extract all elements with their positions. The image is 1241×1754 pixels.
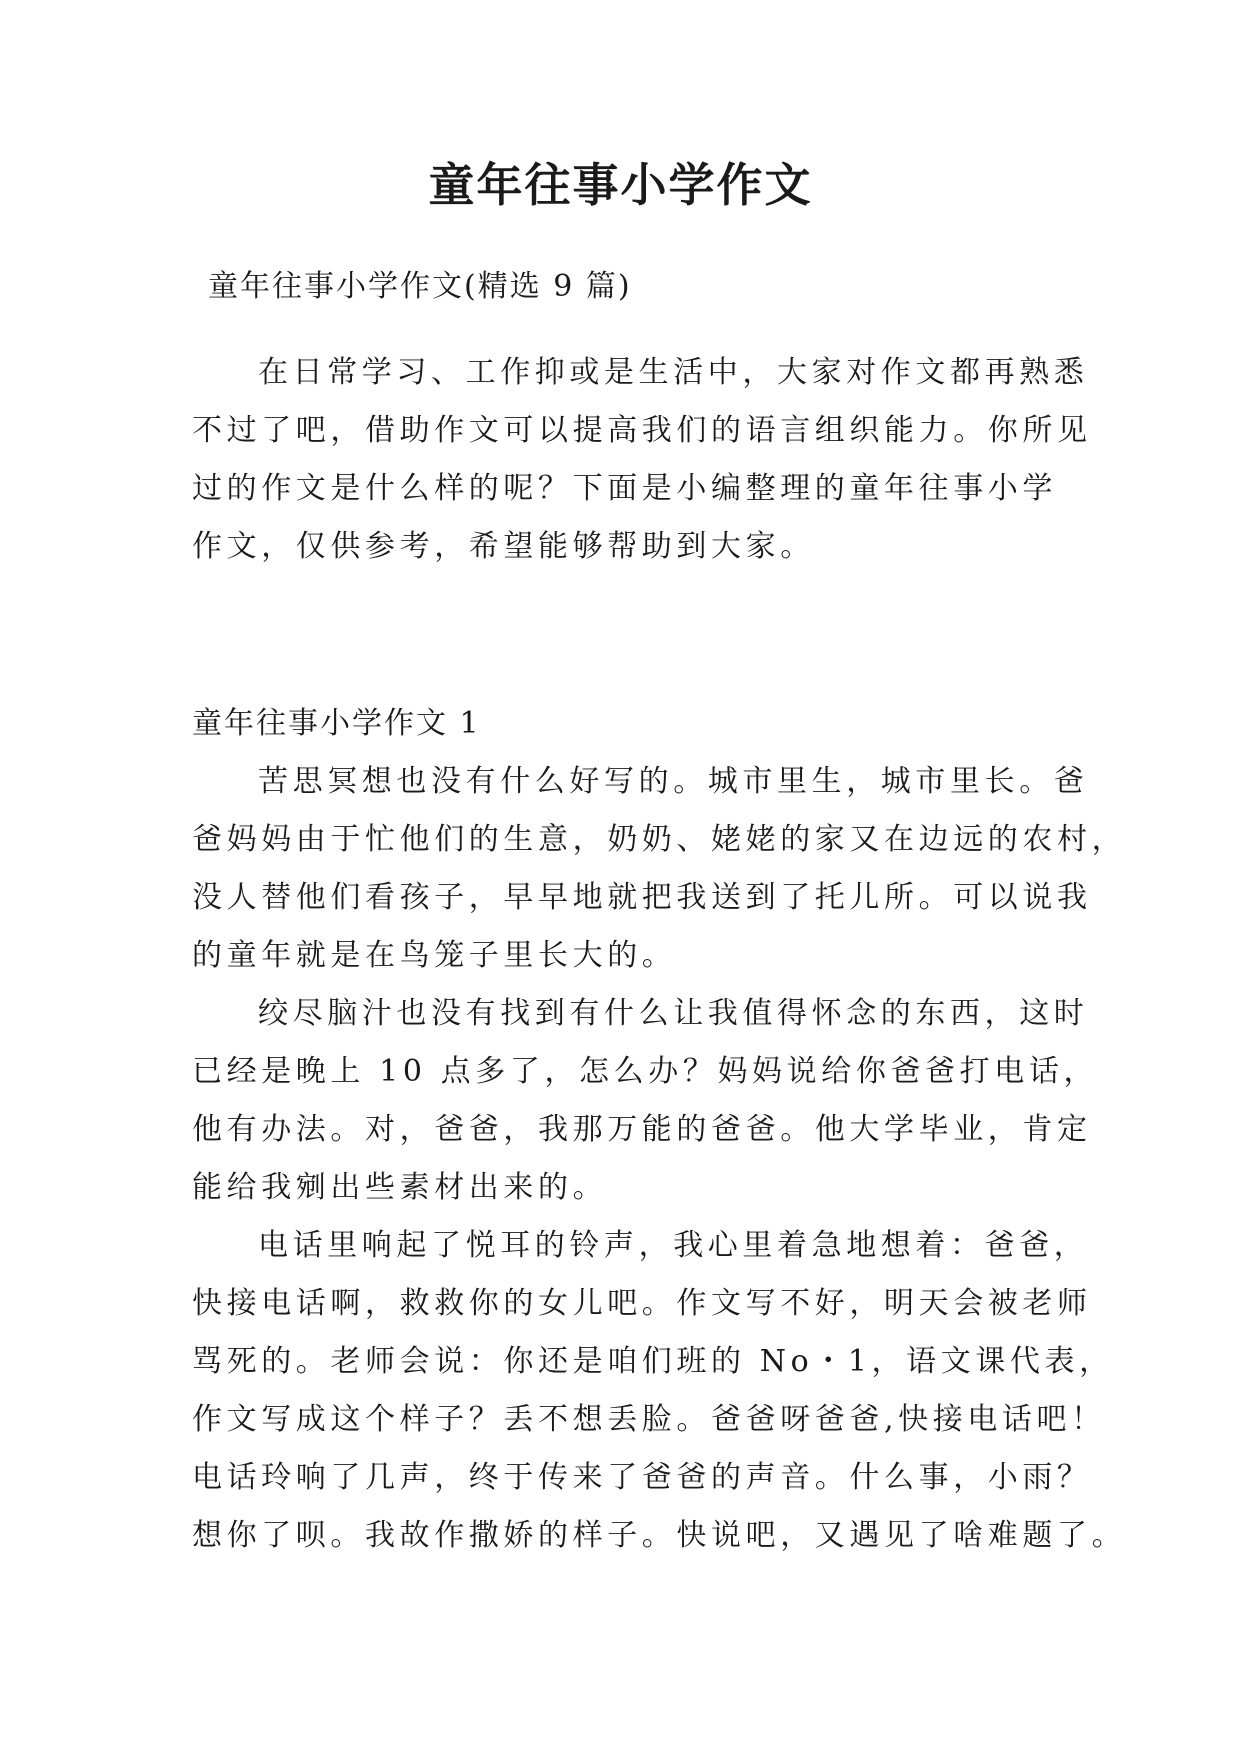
paragraph-1-line: 爸妈妈由于忙他们的生意，奶奶、姥姥的家又在边远的农村， (192, 822, 1127, 857)
paragraph-3-line: 电话玲响了几声，终于传来了爸爸的声音。什么事，小雨？ (192, 1460, 1092, 1495)
subtitle-block (192, 258, 1072, 316)
paragraph-1-line: 没人替他们看孩子，早早地就把我送到了托儿所。可以说我 (192, 880, 1092, 915)
paragraph-1-line: 苦思冥想也没有什么好写的。城市里生，城市里长。爸 (258, 764, 1089, 799)
document-title: 童年往事小学作文 (428, 158, 813, 212)
paragraph-2-line: 他有办法。对，爸爸，我那万能的爸爸。他大学毕业，肯定 (192, 1112, 1092, 1147)
paragraph-3-line: 骂死的。老师会说：你还是咱们班的 No・1，语文课代表， (192, 1344, 1114, 1379)
essay-section-1 (192, 695, 1127, 1565)
paragraph-1-line: 的童年就是在鸟笼子里长大的。 (192, 938, 677, 973)
intro-line: 在日常学习、工作抑或是生活中，大家对作文都再熟悉 (258, 355, 1089, 390)
paragraph-3-line: 电话里响起了悦耳的铃声，我心里着急地想着：爸爸， (258, 1228, 1089, 1263)
section-heading: 童年往事小学作文 1 (192, 706, 481, 741)
intro-line: 作文，仅供参考，希望能够帮助到大家。 (192, 529, 815, 564)
intro-line: 过的作文是什么样的呢？下面是小编整理的童年往事小学 (192, 471, 1057, 506)
paragraph-3-line: 想你了呗。我故作撒娇的样子。快说吧，又遇见了啥难题了。 (192, 1518, 1127, 1553)
subtitle: 童年往事小学作文(精选 9 篇) (208, 269, 632, 304)
intro-paragraph (192, 344, 1092, 576)
intro-line: 不过了吧，借助作文可以提高我们的语言组织能力。你所见 (192, 413, 1092, 448)
paragraph-2-line: 绞尽脑汁也没有找到有什么让我值得怀念的东西，这时 (258, 996, 1089, 1031)
paragraph-3-line: 作文写成这个样子？丢不想丢脸。爸爸呀爸爸,快接电话吧！ (192, 1402, 1106, 1437)
paragraph-2-line: 已经是晚上 10 点多了，怎么办？妈妈说给你爸爸打电话， (192, 1054, 1099, 1089)
paragraph-2-line: 能给我剜出些素材出来的。 (192, 1170, 608, 1205)
paragraph-3-line: 快接电话啊，救救你的女儿吧。作文写不好，明天会被老师 (192, 1286, 1092, 1321)
